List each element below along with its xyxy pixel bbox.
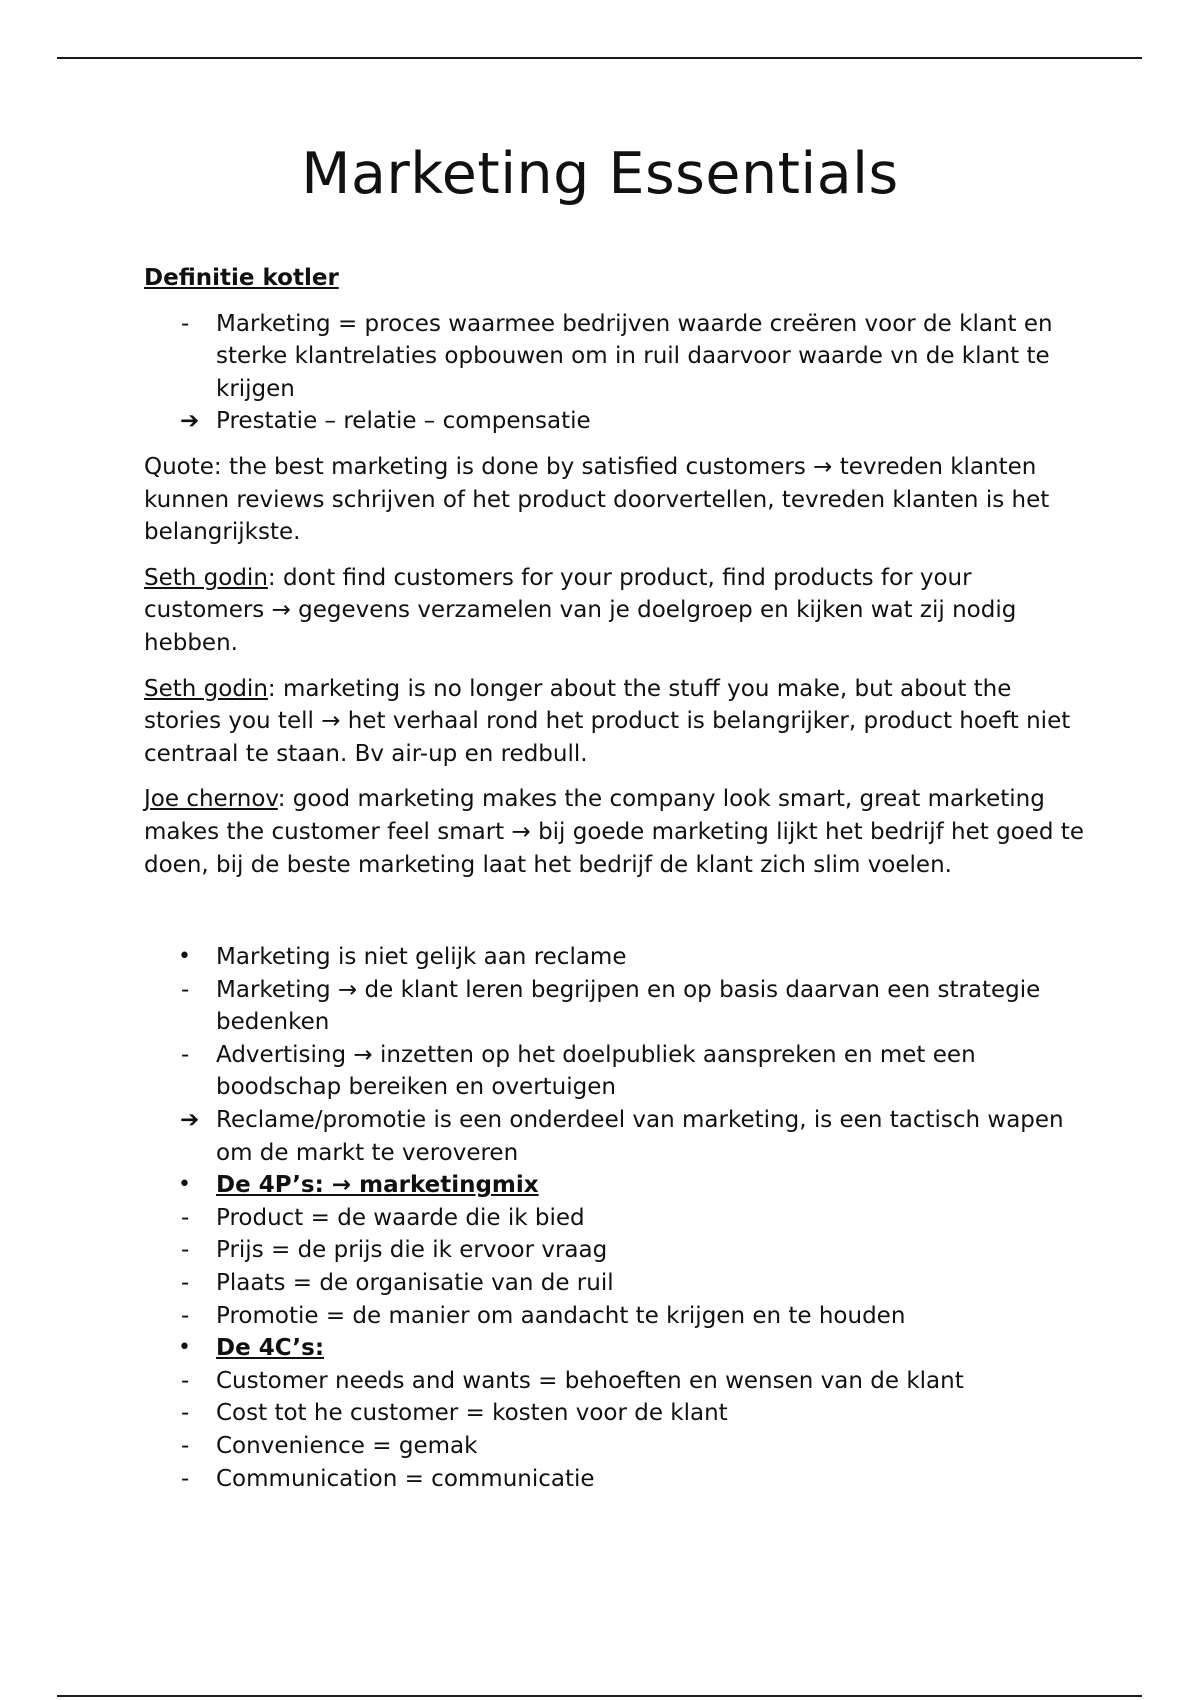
list-item-text: Cost tot he customer = kosten voor de klant (216, 1400, 728, 1427)
list-item-text: Plaats = de organisatie van de ruil (216, 1270, 614, 1297)
list-item (144, 1234, 1094, 1267)
bullet-marker: • (178, 944, 191, 970)
list-item-text: Marketing → de klant leren begrijpen en op basis daarvan een strategie bedenken (216, 976, 1041, 1036)
section-heading-definitie-kotler: Definitie kotler (144, 265, 339, 291)
document-body (144, 262, 1094, 1495)
dash-marker: - (181, 1400, 190, 1427)
list-item (144, 941, 1094, 974)
list-item (144, 1332, 1094, 1365)
footer-rule (57, 1695, 1142, 1697)
quote-speaker: Seth godin (144, 675, 268, 702)
bullet-marker: • (178, 1172, 191, 1198)
list-item (144, 308, 1094, 406)
quote-text: : dont find customers for your product, find products for your customers → gegevens verzamelen van je doelgroep en kijken wat zij nodig hebben. (144, 564, 1017, 656)
quote-paragraph (144, 673, 1094, 771)
dash-marker: - (181, 310, 190, 337)
list-item-text: Prijs = de prijs die ik ervoor vraag (216, 1237, 608, 1264)
quote-paragraph (144, 562, 1094, 660)
list-item (144, 1365, 1094, 1398)
subsection-heading: De 4P’s: → marketingmix (216, 1172, 539, 1199)
arrow-icon: ➔ (180, 408, 200, 435)
quote-text: : marketing is no longer about the stuff you make, but about the stories you tell → het verhaal rond het product is belangrijker, product hoeft niet centraal te staan. Bv air-up en redbull. (144, 675, 1071, 767)
quote-text: Quote: the best marketing is done by satisfied customers → tevreden klanten kunnen reviews schrijven of het product doorvertellen, tevreden klanten is het belangrijkste. (144, 453, 1050, 546)
bullet-marker: • (178, 1335, 191, 1361)
list-item-text: Promotie = de manier om aandacht te krijgen en te houden (216, 1302, 906, 1329)
list-item-text: Marketing is niet gelijk aan reclame (216, 944, 627, 971)
list-item (144, 1430, 1094, 1463)
marketing-list (144, 941, 1094, 1495)
dash-marker: - (181, 1237, 190, 1264)
quote-paragraph (144, 451, 1094, 549)
dash-marker: - (181, 1433, 190, 1459)
list-item (144, 1202, 1094, 1235)
list-item-text: Advertising → inzetten op het doelpubliek aanspreken en met een boodschap bereiken en overtuigen (216, 1041, 976, 1101)
list-item (144, 1267, 1094, 1300)
header-rule (57, 57, 1142, 59)
dash-marker: - (181, 1204, 190, 1231)
list-item (144, 1169, 1094, 1202)
list-item-text: Prestatie – relatie – compensatie (216, 408, 591, 435)
dash-marker: - (181, 1270, 190, 1297)
dash-marker: - (181, 1041, 190, 1068)
list-item (144, 974, 1094, 1039)
arrow-icon: ➔ (180, 1107, 200, 1134)
list-item (144, 405, 1094, 438)
dash-marker: - (181, 1465, 190, 1492)
dash-marker: - (181, 1302, 190, 1329)
quote-speaker: Joe chernov (144, 786, 278, 813)
list-item-text: Customer needs and wants = behoeften en wensen van de klant (216, 1367, 964, 1394)
list-item (144, 1463, 1094, 1496)
list-item-text: Marketing = proces waarmee bedrijven waarde creëren voor de klant en sterke klantrelaties opbouwen om in ruil daarvoor waarde vn de klant te krijgen (216, 310, 1053, 402)
list-item (144, 1104, 1094, 1169)
definition-list (144, 308, 1094, 438)
list-item-text: Convenience = gemak (216, 1433, 478, 1459)
quote-paragraph (144, 783, 1094, 881)
list-item (144, 1039, 1094, 1104)
dash-marker: - (181, 1367, 190, 1394)
list-item-text: Communication = communicatie (216, 1465, 595, 1492)
quote-text: : good marketing makes the company look smart, great marketing makes the customer feel smart → bij goede marketing lijkt het bedrijf het goed te doen, bij de beste marketing laat het bedrijf de klant zich slim voelen. (144, 786, 1084, 878)
list-item-text: Reclame/promotie is een onderdeel van marketing, is een tactisch wapen om de markt te veroveren (216, 1107, 1064, 1166)
list-item (144, 1300, 1094, 1333)
document-title: Marketing Essentials (301, 141, 899, 207)
dash-marker: - (181, 976, 190, 1003)
list-item-text: Product = de waarde die ik bied (216, 1204, 585, 1231)
subsection-heading: De 4C’s: (216, 1335, 325, 1362)
quote-speaker: Seth godin (144, 564, 268, 591)
list-item (144, 1397, 1094, 1430)
